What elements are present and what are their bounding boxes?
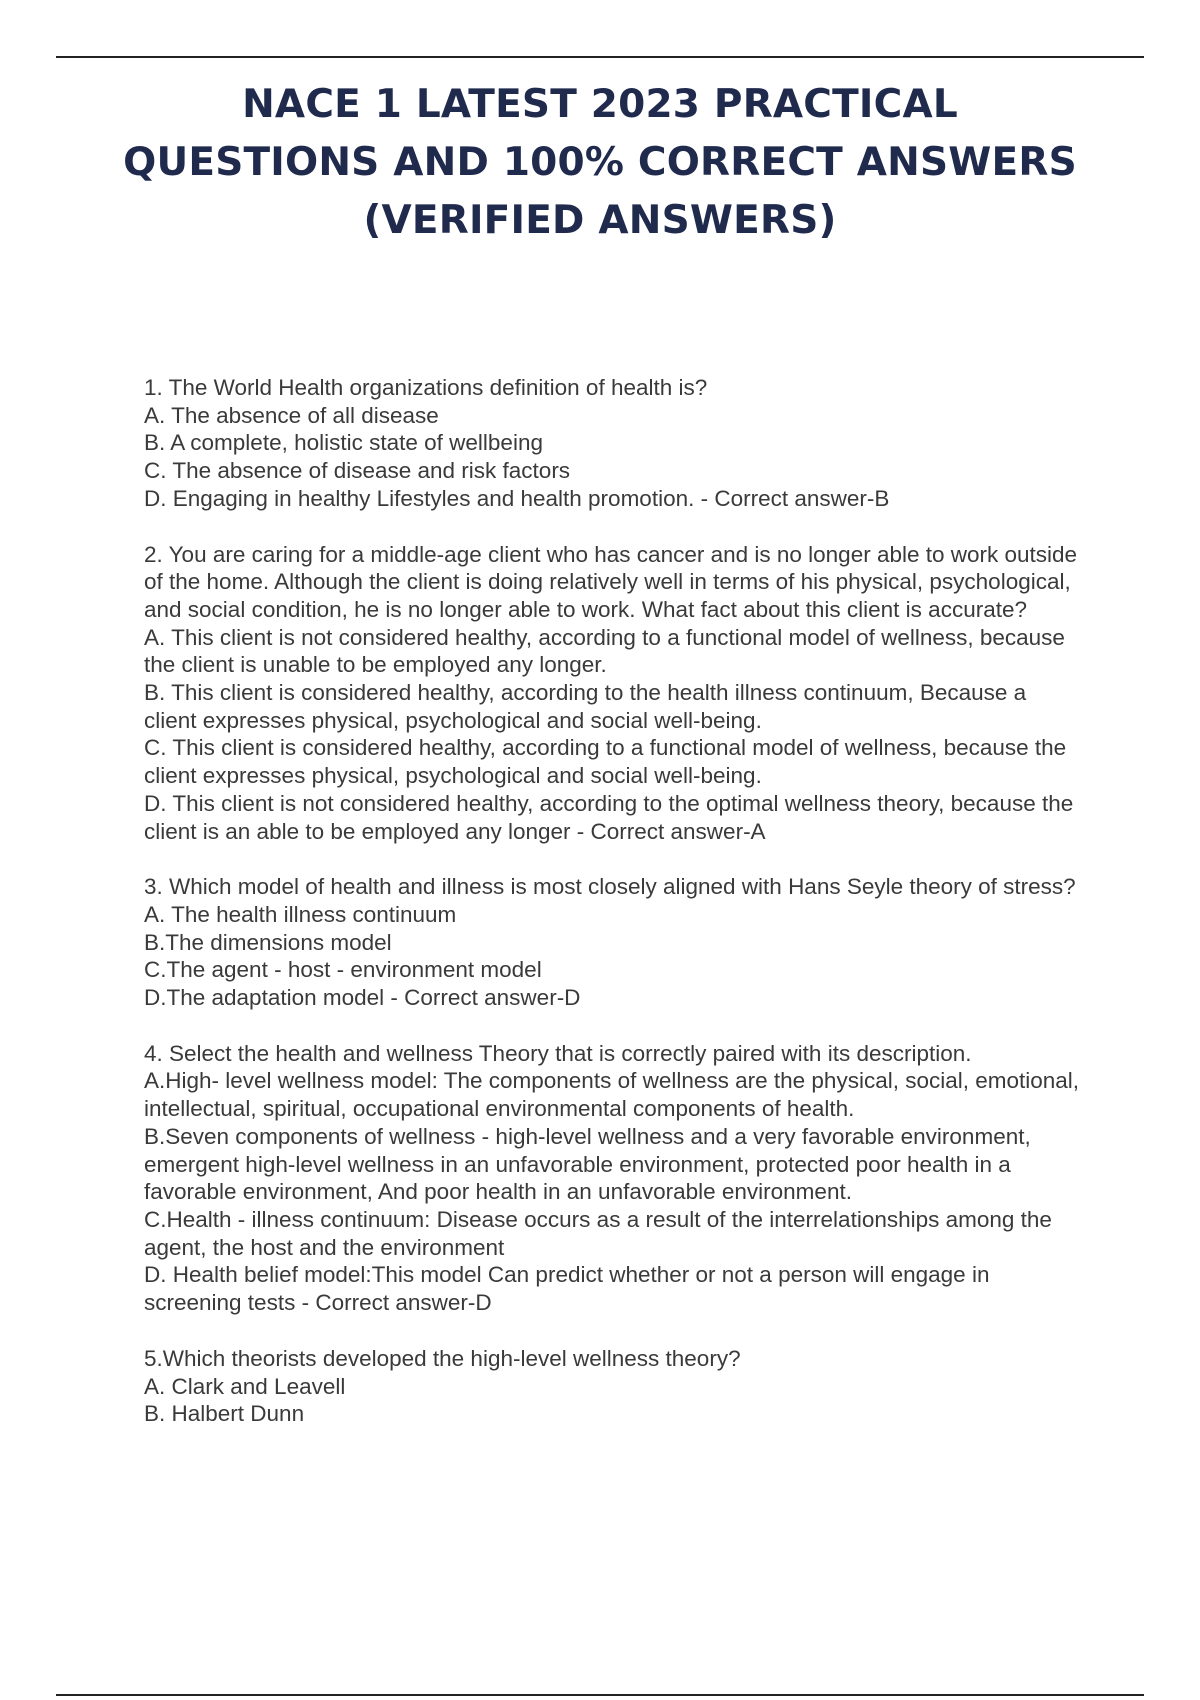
answer-option: D. Health belief model:This model Can predict whether or not a person will engage in screening tests - Correct answer-D	[144, 1262, 996, 1316]
answer-option: A. The health illness continuum	[144, 901, 457, 927]
answer-option: B. A complete, holistic state of wellbeing	[144, 430, 543, 456]
answer-option: C. The absence of disease and risk factors	[144, 458, 571, 484]
document-title: NACE 1 LATEST 2023 PRACTICAL QUESTIONS AND 100% CORRECT ANSWERS (VERIFIED ANSWERS)	[123, 82, 1077, 243]
answer-option: D. This client is not considered healthy, according to the optimal wellness theory, because the client is an able to be employed any longer - Correct answer-A	[144, 790, 1080, 844]
answer-option: B. Halbert Dunn	[144, 1401, 305, 1427]
answer-option: B.The dimensions model	[144, 929, 392, 955]
answer-option: A. The absence of all disease	[144, 402, 439, 428]
top-rule	[56, 56, 1144, 58]
questions-container	[144, 374, 1084, 1456]
question-2	[144, 541, 1084, 846]
question-4	[144, 1040, 1084, 1317]
answer-option: C.Health - illness continuum: Disease occurs as a result of the interrelationships among the agent, the host and the environment	[144, 1206, 1059, 1260]
answer-option: C.The agent - host - environment model	[144, 957, 542, 983]
bottom-rule	[56, 1694, 1144, 1696]
answer-option: A.High- level wellness model: The components of wellness are the physical, social, emotional, intellectual, spiritual, occupational environmental components of health.	[144, 1068, 1086, 1122]
question-text: 2. You are caring for a middle-age client who has cancer and is no longer able to work outside of the home. Although the client is doing relatively well in terms of his physical, psychological, and social condition, he is no longer able to work. What fact about this client is accurate?	[144, 541, 1084, 622]
answer-option: A. Clark and Leavell	[144, 1373, 346, 1399]
question-text: 5.Which theorists developed the high-level wellness theory?	[144, 1345, 741, 1371]
question-1	[144, 374, 1084, 513]
answer-option: B.Seven components of wellness - high-level wellness and a very favorable environment, emergent high-level wellness in an unfavorable environment, protected poor health in a favorable environment, And poor health in an unfavorable environment.	[144, 1123, 1037, 1205]
answer-option: D.The adaptation model - Correct answer-D	[144, 985, 581, 1011]
question-text: 4. Select the health and wellness Theory that is correctly paired with its description.	[144, 1040, 972, 1066]
question-5	[144, 1345, 1084, 1428]
answer-option: B. This client is considered healthy, according to the health illness continuum, Because a client expresses physical, psychological and social well-being.	[144, 680, 1033, 733]
answer-option: D. Engaging in healthy Lifestyles and health promotion. - Correct answer-B	[144, 485, 890, 511]
question-text: 1. The World Health organizations definition of health is?	[144, 375, 708, 400]
answer-option: C. This client is considered healthy, according to a functional model of wellness, because the client expresses physical, psychological and social well-being.	[144, 735, 1073, 789]
question-3	[144, 873, 1084, 1012]
answer-option: A. This client is not considered healthy, according to a functional model of wellness, because the client is unable to be employed any longer.	[144, 624, 1072, 678]
question-text: 3. Which model of health and illness is most closely aligned with Hans Seyle theory of stress?	[144, 874, 1076, 900]
